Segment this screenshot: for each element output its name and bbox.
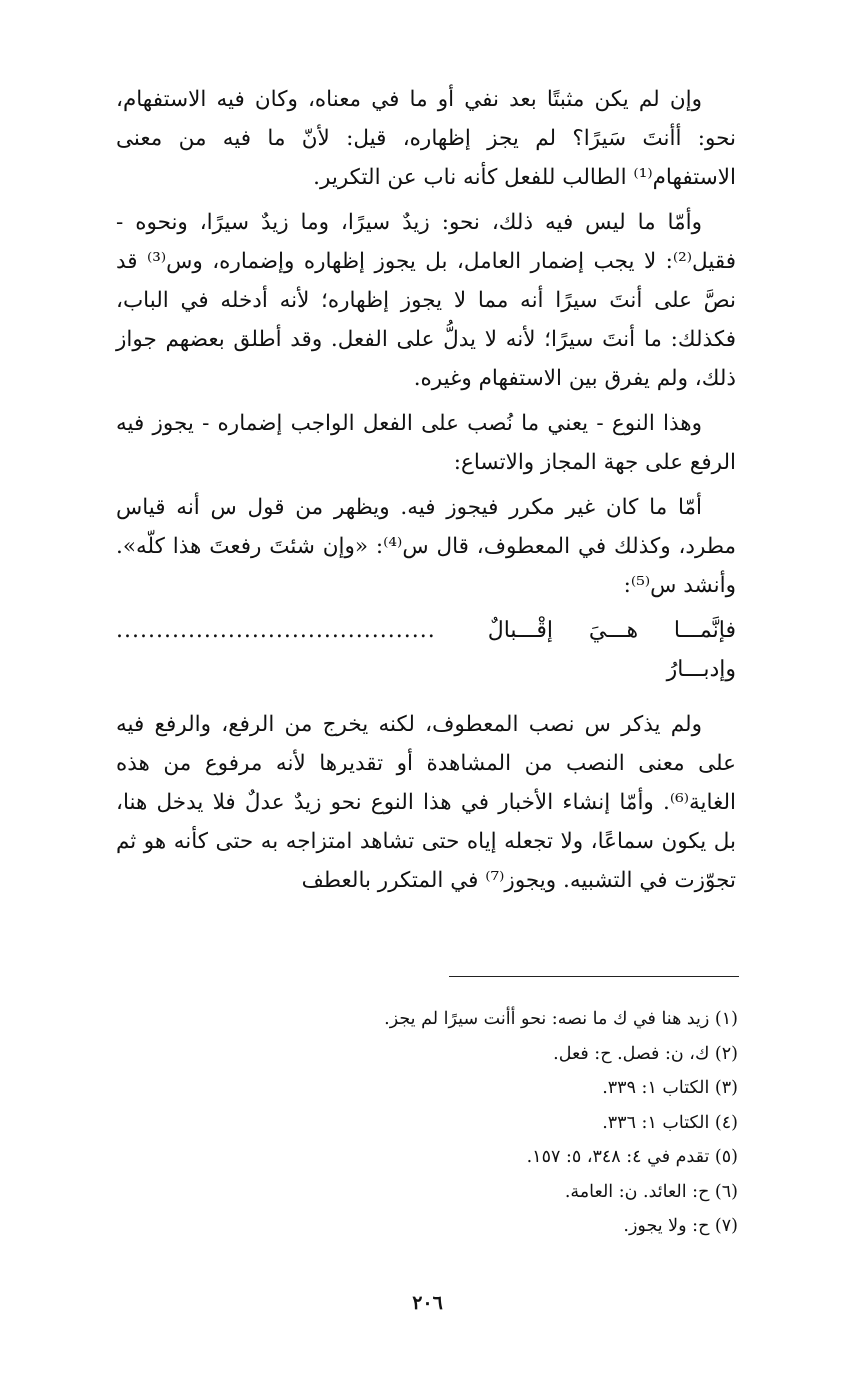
paragraph-5: ولم يذكر س نصب المعطوف، لكنه يخرج من الرفع، والرفع فيه على معنى النصب من المشاهدة أو تقديرها لأنه مرفوع من هذه الغاية⁽⁶⁾. وأمّا إنشاء الأخبار في هذا النوع نحو زيدٌ عدلٌ فلا يدخل هنا، بل يكون سماعًا، ولا تجعله إياه حتى تشاهد امتزاجه به حتى كأنه هو ثم تجوّزت في التشبيه. ويجوز⁽⁷⁾ في المتكرر بالعطف (116, 712, 736, 893)
footnote-2: (٢) ك، ن: فصل. ح: فعل. (553, 1043, 738, 1064)
verse-second-hemistich: فإنَّمـــا هـــيَ إقْـــبالٌ وإدبـــارُ (487, 618, 736, 682)
footnote-5: (٥) تقدم في ٤: ٣٤٨، ٥: ١٥٧. (526, 1147, 738, 1167)
paragraph-3: وهذا النوع - يعني ما نُصب على الفعل الواجب إضماره - يجوز فيه الرفع على جهة المجاز والاتساع: (116, 411, 736, 475)
paragraph-4: أمّا ما كان غير مكرر فيجوز فيه. ويظهر من قول س أنه قياس مطرد، وكذلك في المعطوف، قال س⁽⁴⁾: «وإن شئتَ رفعتَ هذا كلّه». وأنشد س⁽⁵⁾: (116, 495, 736, 598)
footnote-4: (٤) الكتاب ١: ٣٣٦. (602, 1112, 738, 1133)
page-number: ٢٠٦ (412, 1292, 443, 1314)
paragraph-2: وأمّا ما ليس فيه ذلك، نحو: زيدٌ سيرًا، وما زيدٌ سيرًا، ونحوه - فقيل⁽²⁾: لا يجب إضمار العامل، بل يجوز إظهاره وإضماره، وس⁽³⁾ قد نصَّ على أنتَ سيرًا أنه مما لا يجوز إظهاره؛ لأنه أدخله في الباب، فكذلك: ما أنتَ سيرًا؛ لأنه لا يدلُّ على الفعل. وقد أطلق بعضهم جواز ذلك، ولم يفرق بين الاستفهام وغيره. (116, 210, 736, 391)
verse-elided-hemistich: ........................................ (116, 618, 436, 643)
footnote-7: (٧) ح: ولا يجوز. (623, 1216, 738, 1236)
footnote-separator (449, 976, 739, 977)
footnote-6: (٦) ح: العائد. ن: العامة. (564, 1181, 738, 1202)
footnotes (116, 1002, 738, 1244)
poetry-verse (116, 611, 736, 689)
paragraph-1: وإن لم يكن مثبتًا بعد نفي أو ما في معناه، وكان فيه الاستفهام، نحو: أأنتَ سَيرًا؟ لم يجز إظهاره، قيل: لأنّ ما فيه من معنى الاستفهام⁽¹⁾ الطالب للفعل كأنه ناب عن التكرير. (116, 87, 736, 190)
main-text (116, 80, 736, 906)
footnote-1: (١) زيد هنا في ك ما نصه: نحو أأنت سيرًا لم يجز. (384, 1009, 738, 1029)
footnote-3: (٣) الكتاب ١: ٣٣٩. (602, 1078, 738, 1098)
